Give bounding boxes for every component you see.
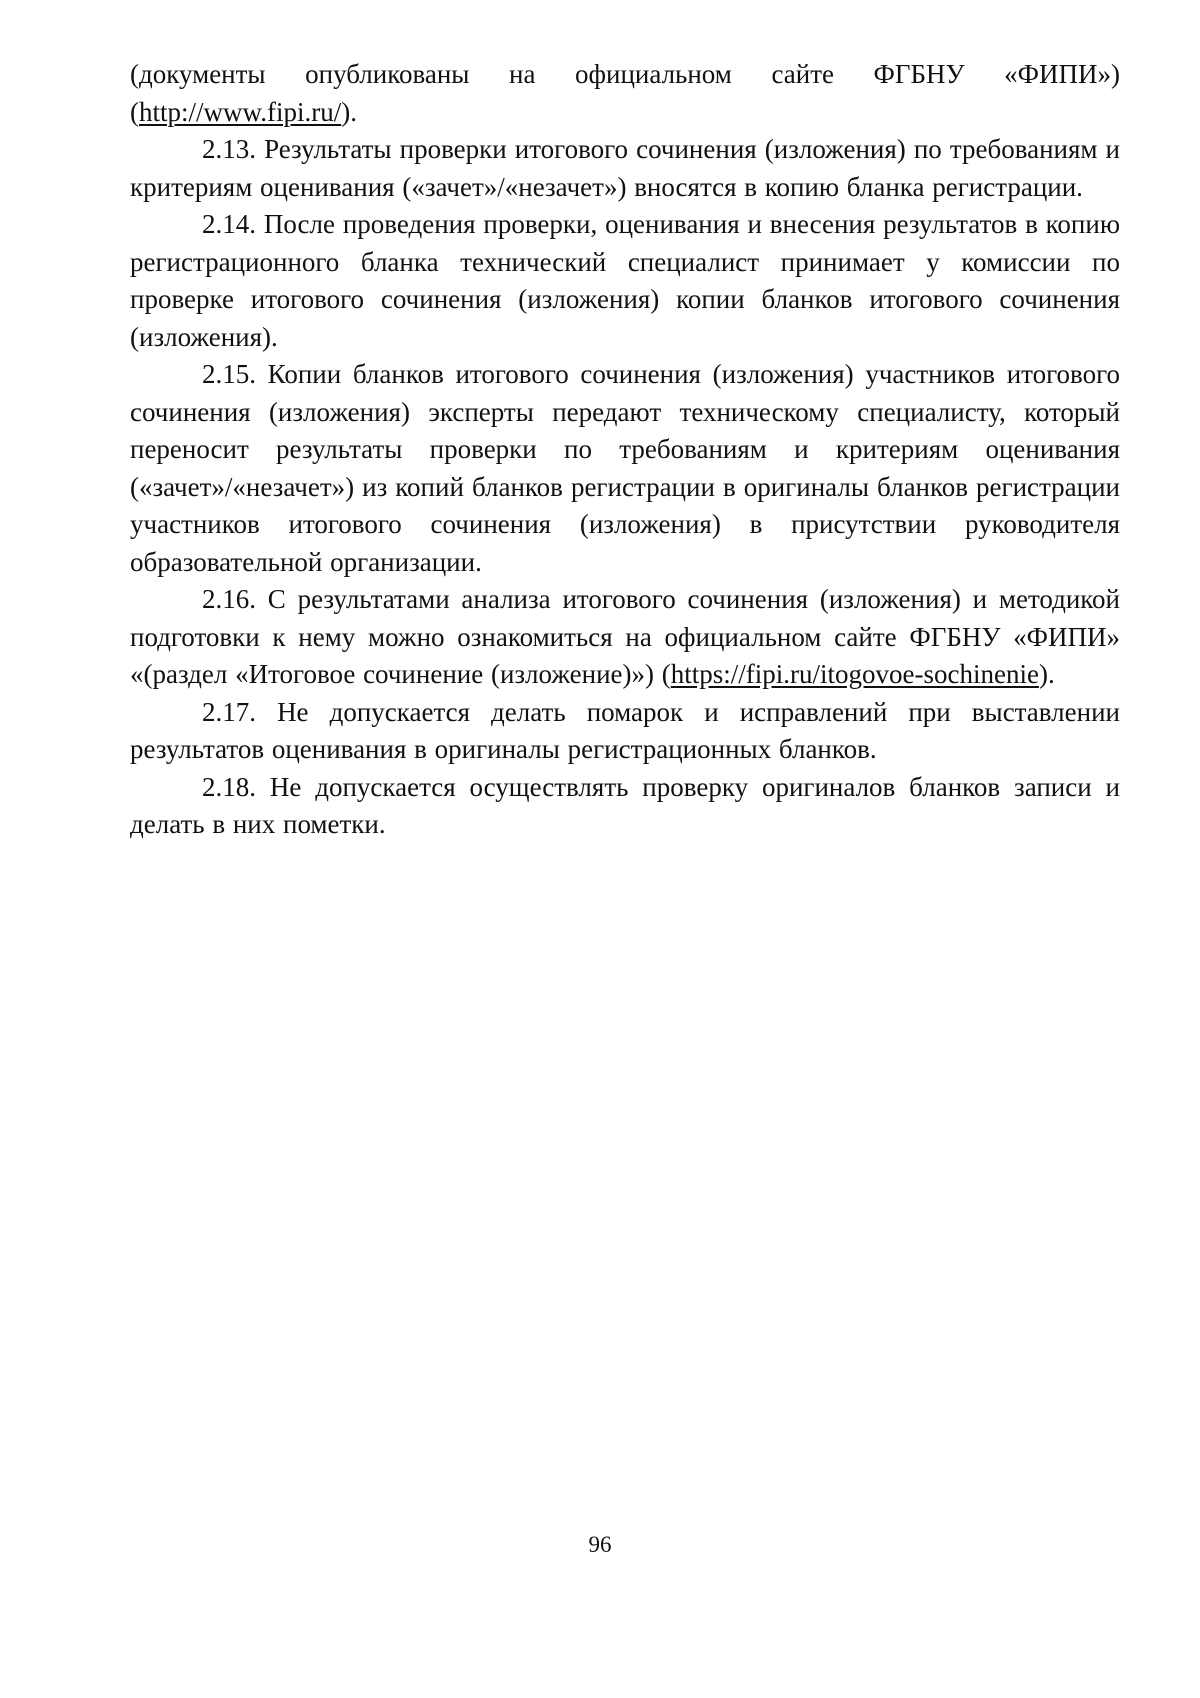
paragraph-text: 2.16. С результатами анализа итогового сочинения (изложения) и методикой подготовки к нему можно ознакомиться на официальном сайте ФГБНУ «ФИПИ» «(раздел «Итоговое сочинение (изложение)») (	[130, 584, 1120, 689]
itogovoe-sochinenie-link[interactable]: https://fipi.ru/itogovoe-sochinenie	[670, 659, 1039, 689]
paragraph-2-18: 2.18. Не допускается осуществлять проверку оригиналов бланков записи и делать в них пометки.	[130, 771, 1120, 839]
paragraph-text: ).	[1038, 659, 1055, 689]
paragraph-2-14: 2.14. После проведения проверки, оценивания и внесения результатов в копию регистрационного бланка технический специалист принимает у комиссии по проверке итогового сочинения (изложения) копии бланков итогового сочинения (изложения).	[130, 209, 1120, 352]
paragraph-text: ).	[341, 96, 357, 127]
page-number: 96	[588, 1532, 612, 1557]
paragraph-continuation	[130, 56, 1120, 131]
paragraph-2-15: 2.15. Копии бланков итогового сочинения (изложения) участников итогового сочинения (изложения) эксперты передают техническому специалисту, который переносит результаты проверки по требованиям и критериям оценивания («зачет»/«незачет») из копий бланков регистрации в оригиналы бланков регистрации участников итогового сочинения (изложения) в присутствии руководителя образовательной организации.	[130, 359, 1120, 577]
paragraph-2-16	[130, 581, 1120, 694]
fipi-link[interactable]: http://www.fipi.ru/	[139, 96, 342, 127]
paragraph-2-13: 2.13. Результаты проверки итогового сочинения (изложения) по требованиям и критериям оценивания («зачет»/«незачет») вносятся в копию бланка регистрации.	[130, 134, 1120, 202]
paragraph-2-17: 2.17. Не допускается делать помарок и исправлений при выставлении результатов оценивания в оригиналы регистрационных бланков.	[130, 696, 1120, 764]
document-page	[130, 56, 1120, 844]
paragraph-text: (документы опубликованы на официальном сайте ФГБНУ «ФИПИ») (	[130, 59, 1120, 127]
